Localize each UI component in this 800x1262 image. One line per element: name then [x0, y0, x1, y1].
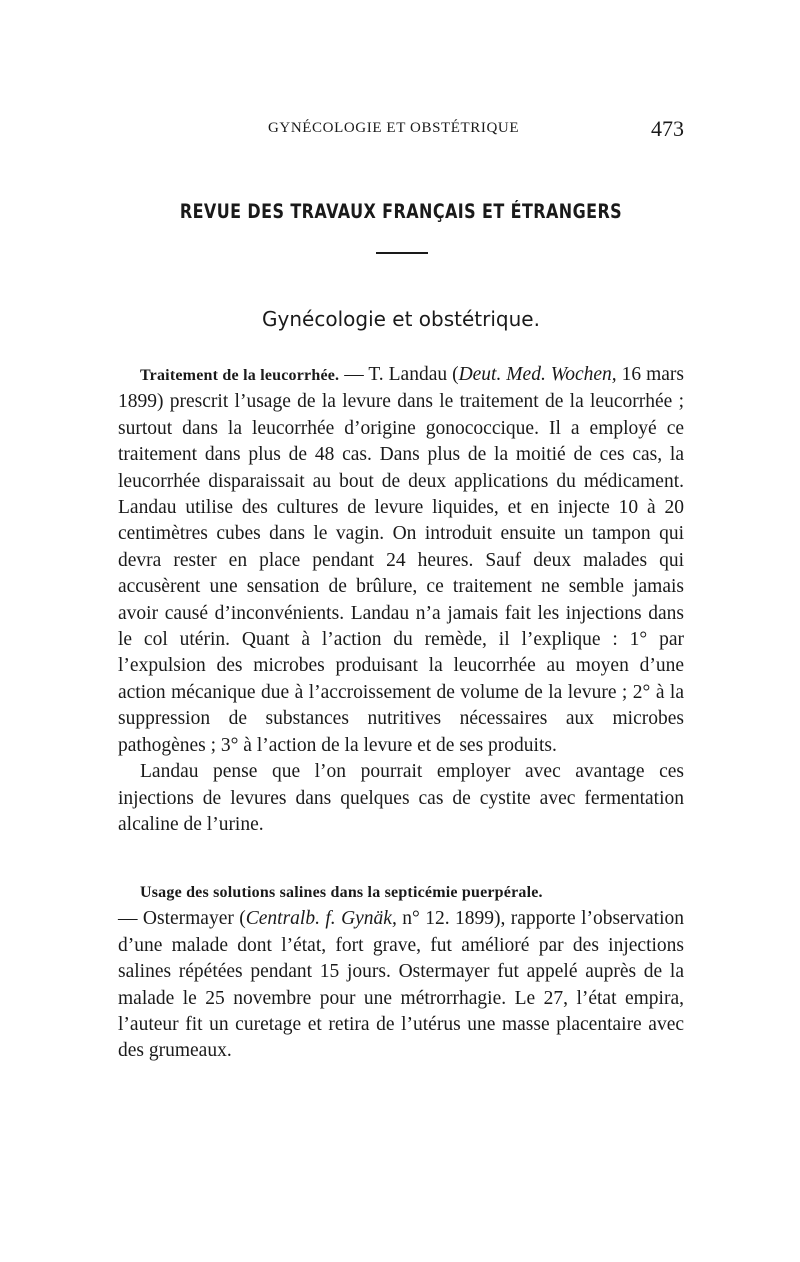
subsection-title: Gynécologie et obstétrique.	[262, 307, 540, 331]
section-title: REVUE DES TRAVAUX FRANÇAIS ET ÉTRANGERS	[179, 200, 623, 223]
article-paragraph	[118, 362, 684, 759]
source-open: (	[239, 908, 246, 930]
article-source: Deut. Med. Wochen,	[458, 364, 617, 385]
article-paragraph-2: Landau pense que l’on pourrait employer avec avantage ces injections de levures dans quelques cas de cystite avec fermentation alcaline de l’urine.	[118, 761, 684, 835]
article-body: n° 12. 1899), rapporte l’observation d’une malade dont l’état, fort grave, fut amélioré par des injections salines répétées pendant 15 jours. Ostermayer fut appelé auprès de la malade le 25 novembre pour une métrorrhagie. Le 27, l’état empira, l’auteur fit un curetage et retira de l’utérus une masse placentaire avec des grumeaux.	[118, 908, 684, 1062]
article-solutions-salines	[118, 880, 684, 1065]
article-title: Traitement de la leucorrhée.	[140, 367, 340, 384]
article-author: — T. Landau	[339, 364, 453, 385]
page-number: 473	[651, 116, 684, 141]
running-head	[118, 118, 684, 142]
article-body: 16 mars 1899) prescrit l’usage de la levure dans le traitement de la leucorrhée ; surtout dans la leucorrhée d’origine gonococcique. Il a employé ce traitement dans plus de 48 cas. Dans plus de la moitié de ces cas, la leucorrhée disparaissait au bout de deux applications du médicament. Landau utilise des cultures de levure liquides, et en injecte 10 à 20 centimètres cubes dans le vagin. On introduit ensuite un tampon qui devra rester en place pendant 24 heures. Sauf deux malades qui accusèrent une sensation de brûlure, ce traitement ne semble jamais avoir causé d’inconvénients. Landau n’a jamais fait les injections dans le col utérin. Quant à l’action du remède, il l’explique : 1° par l’expulsion des microbes produisant la leucorrhée au moyen d’une action mécanique due à l’accroissement de volume de la levure ; 2° à la suppression de substances nutritives nécessaires aux microbes pathogènes ; 3° à l’action de la levure et de ses produits.	[118, 364, 684, 756]
article-paragraph	[118, 880, 684, 1065]
source-open: (	[452, 364, 459, 385]
article-source: Centralb. f. Gynäk,	[245, 908, 397, 930]
running-title: GYNÉCOLOGIE ET OBSTÉTRIQUE	[268, 120, 520, 136]
article-author: — Ostermayer	[118, 908, 240, 930]
article-title: Usage des solutions salines dans la septicémie puerpérale.	[140, 884, 543, 901]
title-rule	[376, 252, 428, 254]
article-leucorrhee	[118, 362, 684, 838]
